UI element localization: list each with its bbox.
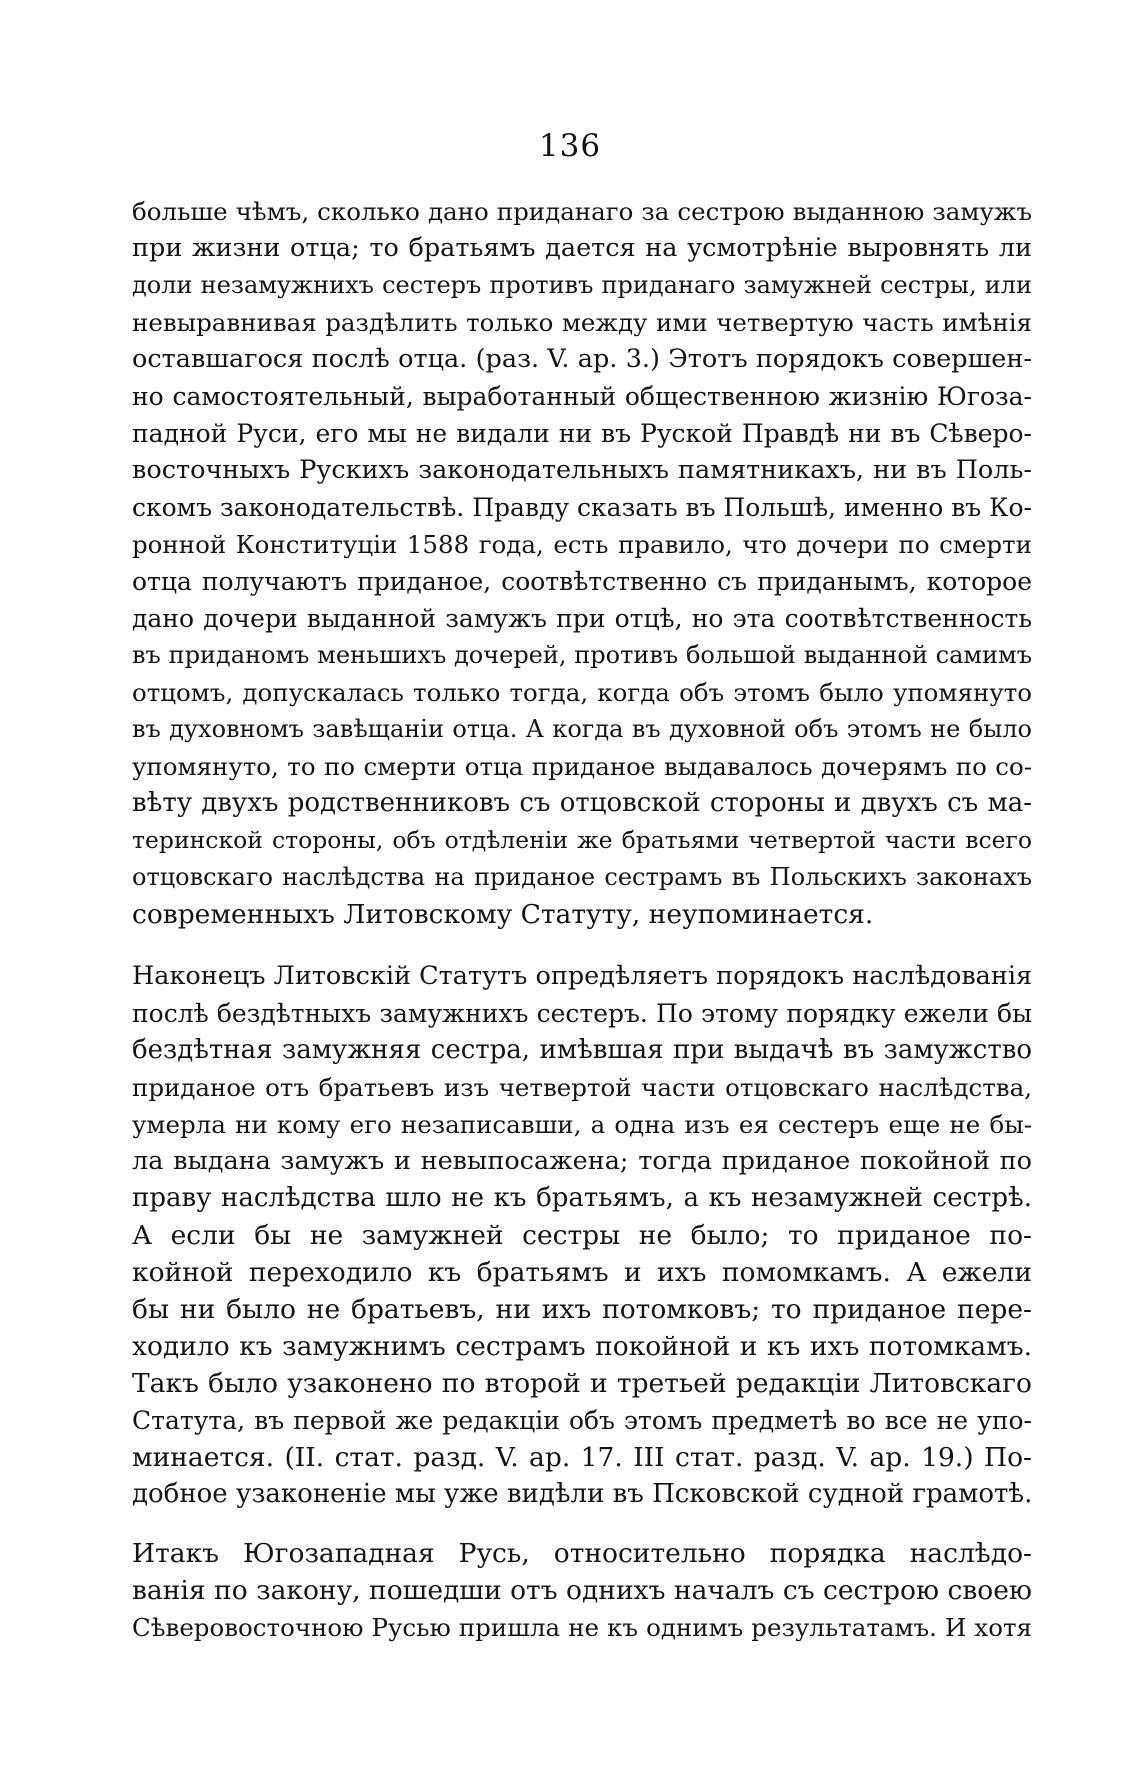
- paragraph-1: [132, 193, 1032, 933]
- text-line: Наконецъ Литовскій Статутъ опредѣляетъ порядокъ наслѣдованія: [132, 961, 1033, 991]
- text-line: дано дочери выданной замужъ при отцѣ, но эта соотвѣтственность: [132, 604, 1032, 633]
- text-line: А если бы не замужней сестры не было; то приданое по-: [132, 1220, 1032, 1251]
- text-line: бездѣтная замужняя сестра, имѣвшая при выдачѣ въ замужство: [132, 1035, 1032, 1065]
- text-line: доли незамужнихъ сестеръ противъ приданаго замужней сестры, или: [132, 271, 1032, 299]
- text-line: оставшагося послѣ отца. (раз. V. ар. 3.) Этотъ порядокъ совершен-: [132, 344, 1032, 374]
- text-line: ла выдана замужъ и невыпосажена; тогда приданое покойной по: [132, 1146, 1032, 1176]
- text-line: бы ни было не братьевъ, ни ихъ потомковъ; то приданое пере-: [132, 1294, 1032, 1325]
- text-line: Статута, въ первой же редакціи объ этомъ предметѣ во все не упо-: [132, 1406, 1032, 1435]
- paragraph-2: [132, 958, 1032, 1513]
- text-line: скомъ законодательствѣ. Правду сказать въ Польшѣ, именно въ Ко-: [132, 493, 1032, 522]
- text-line: отца получаютъ приданое, соотвѣтственно съ приданымъ, которое: [132, 567, 1032, 596]
- text-line: въ приданомъ меньшихъ дочерей, противъ большой выданной самимъ: [132, 641, 1032, 669]
- text-line: ходило къ замужнимъ сестрамъ покойной и къ ихъ потомкамъ.: [132, 1331, 1032, 1362]
- text-line: падной Руси, его мы не видали ни въ Руской Правдѣ ни въ Сѣверо-: [132, 419, 1032, 448]
- text-line: восточныхъ Рускихъ законодательныхъ памятникахъ, ни въ Поль-: [132, 455, 1032, 485]
- text-line: послѣ бездѣтныхъ замужнихъ сестеръ. По этому порядку ежели бы: [132, 999, 1032, 1028]
- text-line: Итакъ Югозападная Русь, относительно порядка наслѣдо-: [132, 1538, 1032, 1569]
- text-line: койной переходило къ братьямъ и ихъ помомкамъ. А ежели: [132, 1257, 1032, 1288]
- text-line: современныхъ Литовскому Статуту, неупоминается.: [132, 899, 874, 930]
- text-line: умерла ни кому его незаписавши, а одна изъ ея сестеръ еще не бы-: [132, 1110, 1032, 1139]
- text-line: отцовскаго наслѣдства на приданое сестрамъ въ Польскихъ законахъ: [132, 863, 1032, 891]
- paragraph-3: [132, 1535, 1032, 1646]
- text-line: при жизни отца; то братьямъ дается на усмотрѣніе выровнять ли: [132, 233, 1032, 263]
- text-line: невыравнивая раздѣлить только между ими четвертую часть имѣнія: [132, 308, 1032, 337]
- text-line: упомянуто, то по смерти отца приданое выдавалось дочерямъ по со-: [132, 752, 1032, 781]
- text-line: но самостоятельный, выработанный общественною жизнію Югоза-: [132, 382, 1032, 411]
- text-line: теринской стороны, объ отдѣленіи же братьями четвертой части всего: [132, 826, 1032, 854]
- text-line: въ духовномъ завѣщаніи отца. А когда въ духовной объ этомъ не было: [132, 715, 1032, 743]
- text-line: ронной Конституціи 1588 года, есть правило, что дочери по смерти: [132, 530, 1032, 559]
- text-line: праву наслѣдства шло не къ братьямъ, а къ незамужней сестрѣ.: [132, 1183, 1032, 1213]
- text-line: Такъ было узаконено по второй и третьей редакціи Литовскаго: [132, 1368, 1032, 1399]
- text-line: минается. (II. стат. разд. V. ар. 17. III стат. разд. V. ар. 19.) По-: [132, 1442, 1032, 1473]
- text-line: больше чѣмъ, сколько дано приданаго за сестрою выданною замужъ: [132, 197, 1032, 226]
- text-line: приданое отъ братьевъ изъ четвертой части отцовскаго наслѣдства,: [132, 1073, 1032, 1102]
- text-line: добное узаконеніе мы уже видѣли въ Псковской судной грамотѣ.: [132, 1479, 1033, 1509]
- text-line: ванія по закону, пошедши отъ однихъ началъ съ сестрою своею: [132, 1575, 1032, 1606]
- text-line: Сѣверовосточною Русью пришла не къ однимъ результатамъ. И хотя: [132, 1613, 1032, 1642]
- text-line: отцомъ, допускалась только тогда, когда объ этомъ было упомянуто: [132, 678, 1032, 707]
- page-number: 136: [538, 128, 602, 164]
- text-line: вѣту двухъ родственниковъ съ отцовской стороны и двухъ съ ма-: [132, 788, 1032, 818]
